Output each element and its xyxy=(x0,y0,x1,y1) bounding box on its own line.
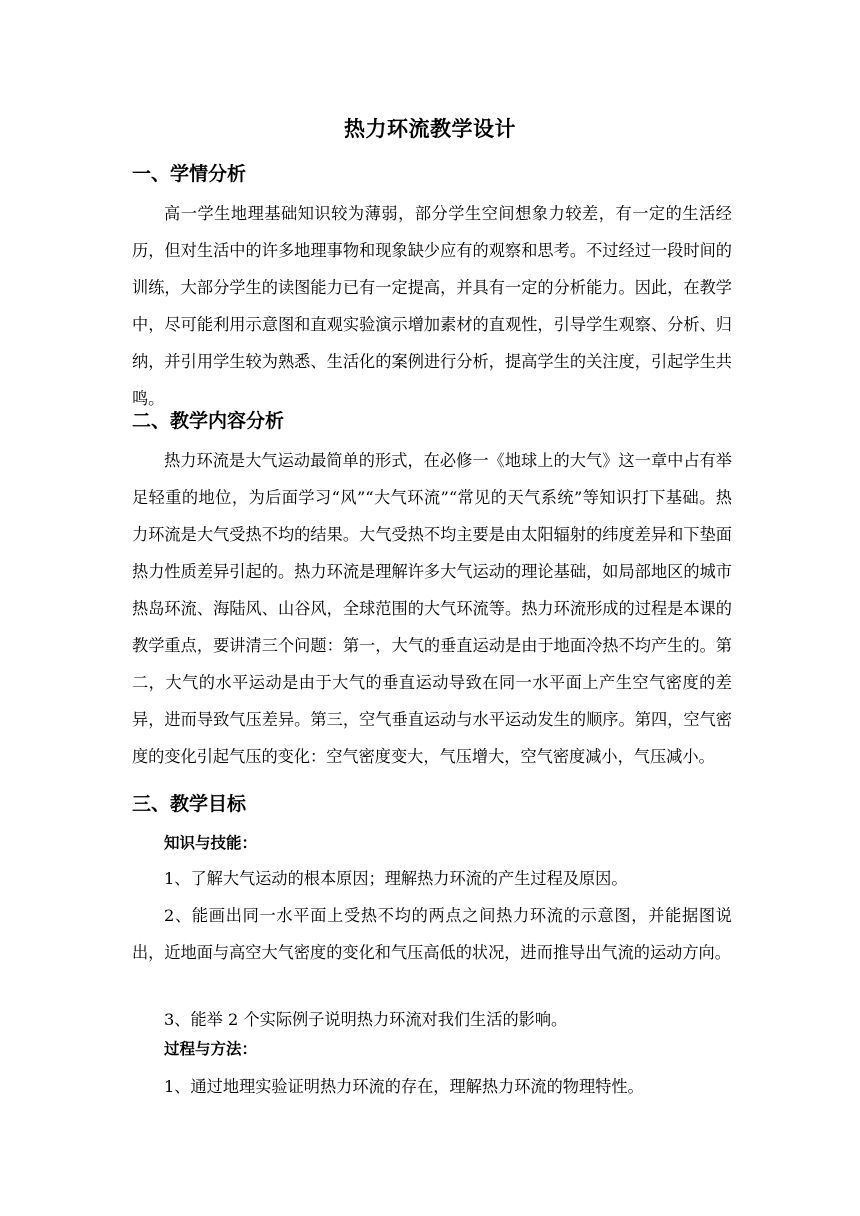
section-heading-teaching-goals: 三、教学目标 xyxy=(132,793,247,815)
section-heading-content-analysis: 二、教学内容分析 xyxy=(132,410,285,432)
process-item: 1、通过地理实验证明热力环流的存在，理解热力环流的物理特性。 xyxy=(164,1077,644,1096)
subheading-knowledge-skills: 知识与技能： xyxy=(164,834,258,852)
document-title: 热力环流教学设计 xyxy=(344,117,516,141)
goal-item: 1、了解大气运动的根本原因；理解热力环流的产生过程及原因。 xyxy=(164,869,628,888)
paragraph-learner-analysis: 高一学生地理基础知识较为薄弱，部分学生空间想象力较差，有一定的生活经历，但对生活中的许多地理事物和现象缺少应有的观察和思考。不过经过一段时间的训练，大部分学生的读图能力已有一定提高，并具有一定的分析能力。因此，在教学中，尽可能利用示意图和直观实验演示增加素材的直观性，引导学生观察、分析、归纳，并引用学生较为熟悉、生活化的案例进行分析，提高学生的关注度，引起学生共鸣。 xyxy=(132,204,732,408)
paragraph-content-analysis: 热力环流是大气运动最简单的形式，在必修一《地球上的大气》这一章中占有举足轻重的地位，为后面学习“风”“大气环流”“常见的天气系统”等知识打下基础。热力环流是大气受热不均的结果。大气受热不均主要是由太阳辐射的纬度差异和下垫面热力性质差异引起的。热力环流是理解许多大气运动的理论基础，如局部地区的城市热岛环流、海陆风、山谷风，全球范围的大气环流等。热力环流形成的过程是本课的教学重点，要讲清三个问题：第一，大气的垂直运动是由于地面冷热不均产生的。第二，大气的水平运动是由于大气的垂直运动导致在同一水平面上产生空气密度的差异，进而导致气压差异。第三，空气垂直运动与水平运动发生的顺序。第四，空气密度的变化引起气压的变化：空气密度变大，气压增大，空气密度减小，气压减小。 xyxy=(132,451,732,766)
goal-item: 3、能举 2 个实际例子说明热力环流对我们生活的影响。 xyxy=(164,1010,568,1029)
goal-item: 2、能画出同一水平面上受热不均的两点之间热力环流的示意图，并能据图说出，近地面与高空大气密度的变化和气压高低的状况，进而推导出气流的运动方向。 xyxy=(132,906,732,962)
section-heading-learner-analysis: 一、学情分析 xyxy=(132,163,247,185)
subheading-process-method: 过程与方法： xyxy=(164,1040,258,1058)
